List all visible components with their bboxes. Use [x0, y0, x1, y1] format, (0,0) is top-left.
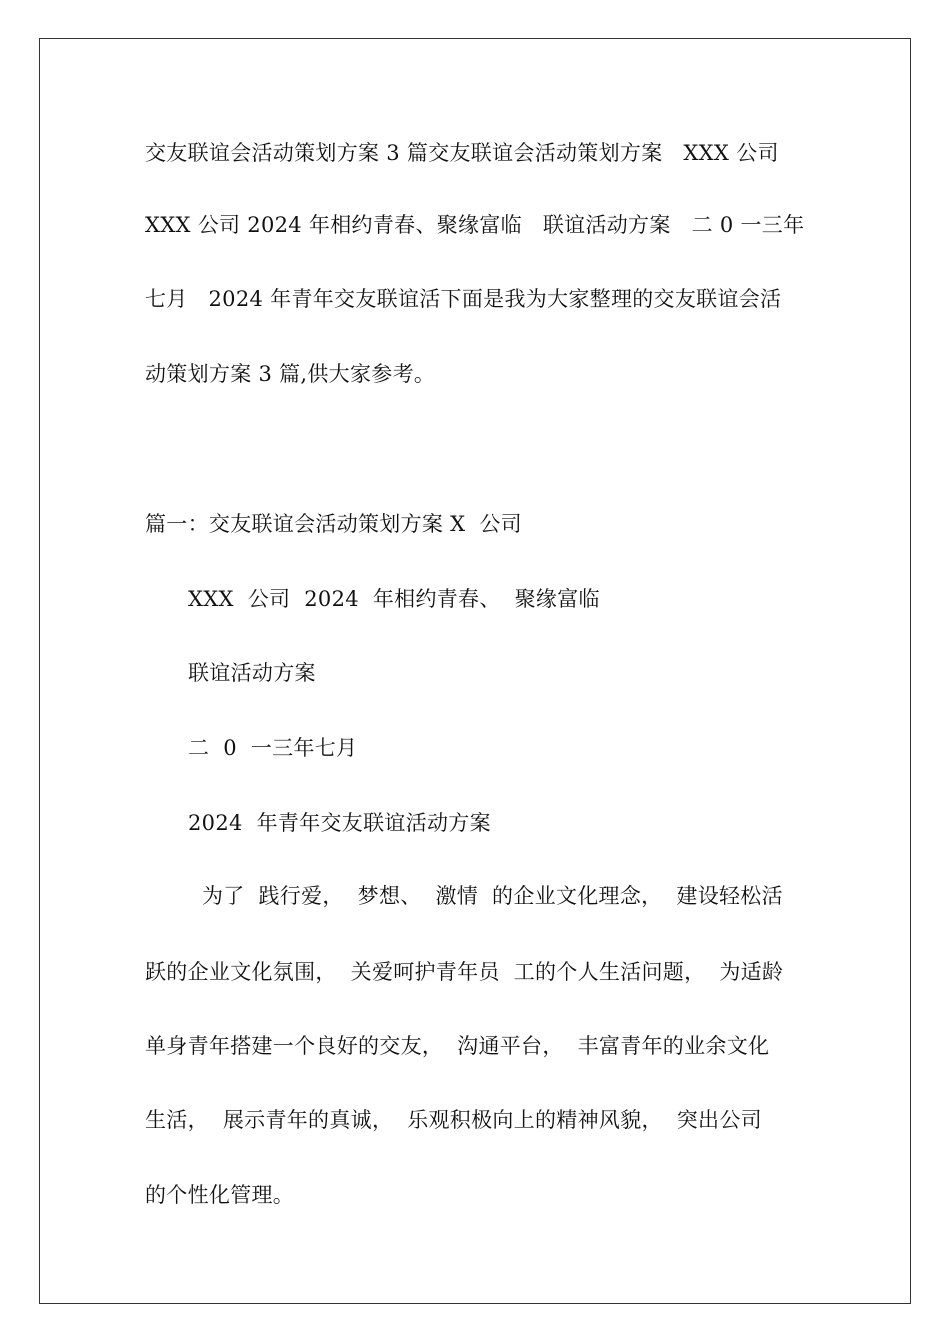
- intro-line-4: 动策划方案 3 篇,供大家参考。: [145, 362, 436, 386]
- intro-line-2: XXX 公司 2024 年相约青春、聚缘富临 联谊活动方案 二 0 一三年: [145, 213, 805, 237]
- plan-title: 联谊活动方案: [188, 661, 316, 685]
- section-heading: 篇一：交友联谊会活动策划方案 X 公司: [145, 512, 522, 536]
- intro-line-3: 七月 2024 年青年交友联谊活下面是我为大家整理的交友联谊会活: [145, 287, 782, 311]
- company-title: XXX 公司 2024 年相约青春、 聚缘富临: [188, 587, 600, 611]
- body-line-3: 单身青年搭建一个良好的交友， 沟通平台， 丰富青年的业余文化: [145, 1034, 770, 1058]
- body-line-5: 的个性化管理。: [145, 1183, 295, 1207]
- body-line-1: 为了 践行爱， 梦想、 激情 的企业文化理念， 建设轻松活: [188, 884, 783, 908]
- intro-line-1: 交友联谊会活动策划方案 3 篇交友联谊会活动策划方案 XXX 公司: [145, 141, 779, 165]
- plan-date: 二 0 一三年七月: [188, 736, 358, 760]
- body-line-4: 生活， 展示青年的真诚， 乐观积极向上的精神风貌， 突出公司: [145, 1108, 762, 1132]
- plan-subtitle: 2024 年青年交友联谊活动方案: [188, 811, 491, 835]
- body-line-2: 跃的企业文化氛围， 关爱呵护青年员 工的个人生活问题， 为适龄: [145, 960, 784, 984]
